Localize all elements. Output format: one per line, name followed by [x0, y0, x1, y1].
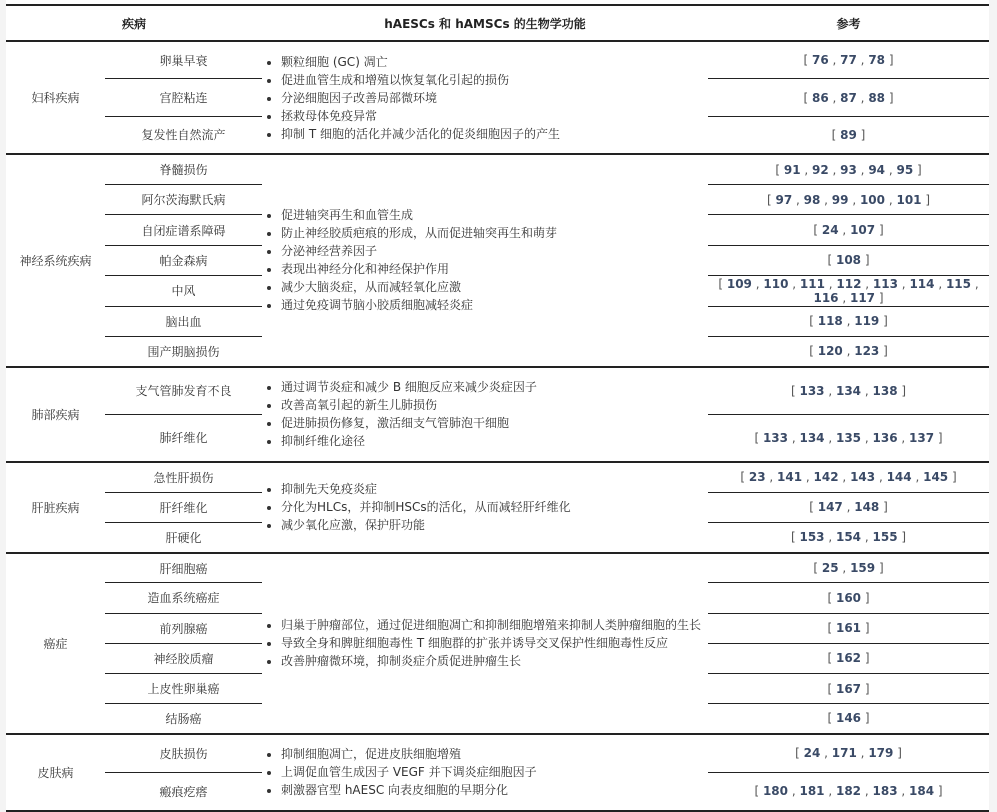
reference-cell	[708, 613, 989, 643]
ref-separator: ,	[800, 162, 812, 177]
reference-link[interactable]: 94	[868, 162, 886, 177]
function-list	[262, 378, 708, 450]
function-list	[262, 480, 708, 534]
reference-link[interactable]: 161	[835, 621, 862, 636]
bracket-close: ]	[861, 681, 870, 696]
bracket-close: ]	[861, 253, 870, 268]
reference-link[interactable]: 109	[726, 276, 752, 291]
disease-cell: 自闭症谱系障碍	[105, 215, 262, 245]
ref-separator: ,	[828, 53, 841, 68]
reference-link[interactable]: 88	[868, 90, 886, 105]
function-cell	[262, 154, 708, 367]
bracket-open: [	[740, 470, 749, 485]
disease-group	[6, 462, 989, 553]
reference-link[interactable]: 143	[850, 470, 876, 485]
function-item: • 抑制细胞凋亡，促进皮肤细胞增殖	[281, 745, 708, 763]
bracket-open: [	[827, 711, 836, 726]
reference-link[interactable]: 184	[909, 784, 935, 799]
bracket-open: [	[718, 276, 727, 291]
table-header	[6, 5, 989, 41]
bracket-close: ]	[934, 430, 943, 445]
ref-separator: ,	[838, 223, 851, 238]
bracket-open: [	[813, 223, 822, 238]
disease-group	[6, 41, 989, 154]
reference-link[interactable]: 145	[923, 470, 949, 485]
disease-cell: 造血系统癌症	[105, 583, 262, 613]
function-item: • 表现出神经分化和神经保护作用	[281, 260, 708, 278]
ref-separator: ,	[765, 470, 778, 485]
ref-separator: ,	[824, 430, 836, 445]
reference-link[interactable]: 114	[909, 276, 935, 291]
reference-link[interactable]: 95	[896, 162, 914, 177]
bracket-close: ]	[897, 383, 907, 398]
table-row	[6, 41, 989, 79]
bracket-open: [	[827, 681, 836, 696]
reference-link[interactable]: 87	[840, 90, 857, 105]
reference-link[interactable]: 155	[872, 530, 898, 545]
ref-separator: ,	[824, 276, 837, 291]
disease-cell: 支气管肺发育不良	[105, 367, 262, 415]
reference-link[interactable]: 78	[868, 53, 886, 68]
function-item: • 归巢于肿瘤部位，通过促进细胞凋亡和抑制细胞增殖来抑制人类肿瘤细胞的生长	[281, 616, 708, 634]
reference-cell	[708, 41, 989, 79]
bracket-open: [	[827, 253, 836, 268]
reference-link[interactable]: 112	[836, 276, 862, 291]
reference-link[interactable]: 76	[812, 53, 829, 68]
disease-cell: 前列腺癌	[105, 613, 262, 643]
function-item: • 减少大脑炎症，从而减轻氧化应激	[281, 278, 708, 296]
function-cell	[262, 462, 708, 553]
reference-link[interactable]: 92	[812, 162, 829, 177]
reference-link[interactable]: 162	[835, 651, 862, 666]
bracket-close: ]	[948, 470, 957, 485]
disease-cell: 帕金森病	[105, 245, 262, 275]
ref-separator: ,	[820, 192, 832, 207]
disease-group	[6, 154, 989, 367]
ref-separator: ,	[792, 192, 804, 207]
disease-cell: 脑出血	[105, 306, 262, 336]
reference-link[interactable]: 144	[886, 470, 912, 485]
reference-link[interactable]: 77	[840, 53, 857, 68]
header-function: hAESCs 和 hAMSCs 的生物学功能	[262, 5, 708, 41]
reference-link[interactable]: 23	[748, 470, 766, 485]
reference-link[interactable]: 123	[854, 344, 880, 359]
function-item: • 促进肺损伤修复，激活细支气管肺泡干细胞	[281, 414, 708, 432]
ref-separator: ,	[875, 470, 887, 485]
disease-cell: 上皮性卵巢癌	[105, 673, 262, 703]
reference-cell	[708, 704, 989, 734]
bracket-open: [	[803, 53, 812, 68]
bracket-close: ]	[885, 53, 894, 68]
reference-link[interactable]: 119	[854, 314, 880, 329]
reference-cell	[708, 673, 989, 703]
reference-cell	[708, 583, 989, 613]
ref-separator: ,	[861, 276, 873, 291]
reference-link[interactable]: 108	[835, 253, 862, 268]
bracket-close: ]	[934, 784, 943, 799]
function-list	[262, 206, 708, 314]
function-item: • 改善肿瘤微环境，抑制炎症介质促进肿瘤生长	[281, 652, 708, 670]
bracket-open: [	[754, 430, 763, 445]
ref-separator: ,	[848, 192, 860, 207]
bracket-open: [	[827, 590, 836, 605]
disease-group	[6, 553, 989, 734]
bracket-close: ]	[893, 746, 902, 761]
reference-cell	[708, 367, 989, 415]
reference-link[interactable]: 97	[775, 192, 793, 207]
function-item: • 改善高氧引起的新生儿肺损伤	[281, 396, 708, 414]
reference-link[interactable]: 120	[817, 344, 843, 359]
category-cell: 妇科疾病	[31, 91, 80, 106]
disease-cell: 肝纤维化	[105, 492, 262, 522]
bracket-open: [	[754, 784, 763, 799]
reference-link[interactable]: 147	[817, 500, 843, 515]
reference-link[interactable]: 134	[799, 430, 825, 445]
table-row	[6, 553, 989, 583]
category-cell: 肺部疾病	[31, 407, 80, 422]
reference-cell	[708, 245, 989, 275]
ref-separator: ,	[861, 430, 873, 445]
reference-cell	[708, 154, 989, 184]
reference-cell	[708, 276, 989, 306]
reference-link[interactable]: 171	[831, 746, 857, 761]
bracket-open: [	[809, 500, 818, 515]
reference-link[interactable]: 93	[840, 162, 857, 177]
reference-link[interactable]: 115	[945, 276, 972, 291]
bracket-open: [	[827, 621, 836, 636]
bracket-close: ]	[861, 651, 870, 666]
ref-separator: ,	[897, 276, 910, 291]
ref-separator: ,	[788, 784, 800, 799]
function-cell	[262, 367, 708, 462]
ref-separator: ,	[885, 192, 897, 207]
disease-cell: 神经胶质瘤	[105, 643, 262, 673]
reference-link[interactable]: 107	[850, 223, 876, 238]
function-item: • 分泌神经营养因子	[281, 242, 708, 260]
ref-separator: ,	[824, 383, 836, 398]
reference-link[interactable]: 100	[859, 192, 886, 207]
disease-group	[6, 367, 989, 462]
bracket-close: ]	[875, 223, 884, 238]
bracket-open: [	[831, 127, 841, 142]
reference-cell	[708, 772, 989, 811]
bracket-open: [	[809, 344, 818, 359]
bracket-close: ]	[879, 500, 888, 515]
function-item: • 上调促血管生成因子 VEGF 并下调炎症细胞因子	[281, 763, 708, 781]
table-row	[6, 367, 989, 415]
bracket-open: [	[790, 383, 800, 398]
reference-link[interactable]: 135	[835, 430, 862, 445]
category-cell: 肝脏疾病	[31, 500, 80, 515]
function-item: • 分化为HLCs，并抑制HSCs的活化，从而减轻肝纤维化	[281, 498, 708, 516]
function-item: • 抑制 T 细胞的活化并减少活化的促炎细胞因子的产生	[281, 125, 708, 143]
ref-separator: ,	[838, 290, 850, 305]
ref-separator: ,	[838, 470, 851, 485]
ref-separator: ,	[934, 276, 946, 291]
function-item: • 促进轴突再生和血管生成	[281, 206, 708, 224]
ref-separator: ,	[788, 430, 800, 445]
function-item: • 促进血管生成和增殖以恢复氧化引起的损伤	[281, 71, 708, 89]
function-item: • 拯救母体免疫异常	[281, 107, 708, 125]
ref-separator: ,	[802, 470, 814, 485]
function-cell	[262, 553, 708, 734]
reference-link[interactable]: 179	[868, 746, 894, 761]
disease-cell: 瘢痕疙瘩	[159, 784, 208, 799]
ref-separator: ,	[838, 561, 851, 576]
reference-link[interactable]: 25	[821, 561, 839, 576]
function-list	[262, 616, 708, 670]
ref-separator: ,	[842, 500, 855, 515]
disease-cell: 皮肤损伤	[105, 734, 262, 773]
reference-link[interactable]: 24	[821, 223, 839, 238]
reference-link[interactable]: 91	[783, 162, 801, 177]
ref-separator: ,	[828, 90, 841, 105]
disease-cell: 肝细胞癌	[105, 553, 262, 583]
function-item: • 抑制纤维化途径	[281, 432, 708, 450]
reference-link[interactable]: 154	[835, 530, 862, 545]
disease-cell: 肺纤维化	[159, 431, 208, 446]
bracket-close: ]	[913, 162, 922, 177]
disease-cell: 宫腔粘连	[105, 79, 262, 117]
function-item: • 通过调节炎症和减少 B 细胞反应来减少炎症因子	[281, 378, 708, 396]
reference-link[interactable]: 180	[762, 784, 789, 799]
category-cell: 皮肤病	[37, 765, 74, 780]
reference-cell	[708, 462, 989, 492]
ref-separator: ,	[824, 784, 836, 799]
disease-cell: 卵巢早衰	[105, 41, 262, 79]
disease-cell: 阿尔茨海默氏病	[105, 184, 262, 214]
bracket-open: [	[766, 192, 776, 207]
bracket-open: [	[795, 746, 804, 761]
reference-cell	[708, 553, 989, 583]
bracket-close: ]	[861, 621, 870, 636]
disease-cell: 中风	[105, 276, 262, 306]
table-row	[6, 154, 989, 184]
reference-cell	[708, 336, 989, 366]
bracket-close: ]	[856, 127, 866, 142]
disease-function-table	[6, 4, 989, 812]
reference-link[interactable]: 148	[854, 500, 880, 515]
ref-separator: ,	[861, 530, 873, 545]
ref-separator: ,	[897, 430, 910, 445]
function-cell	[262, 41, 708, 154]
ref-separator: ,	[856, 53, 869, 68]
function-item: • 抑制先天免疫炎症	[281, 480, 708, 498]
reference-link[interactable]: 138	[872, 383, 898, 398]
ref-separator: ,	[842, 314, 855, 329]
ref-separator: ,	[861, 383, 873, 398]
disease-cell: 肝硬化	[165, 530, 202, 545]
disease-cell: 结肠癌	[165, 711, 202, 726]
reference-link[interactable]: 133	[762, 430, 789, 445]
function-item: • 导致全身和脾脏细胞毒性 T 细胞群的扩张并诱导交叉保护性细胞毒性反应	[281, 634, 708, 652]
reference-link[interactable]: 110	[763, 276, 789, 291]
reference-cell	[708, 184, 989, 214]
reference-link[interactable]: 159	[850, 561, 876, 576]
disease-group	[6, 734, 989, 811]
reference-link[interactable]: 101	[896, 192, 922, 207]
reference-link[interactable]: 183	[872, 784, 898, 799]
function-item: • 刺激器官型 hAESC 向表皮细胞的早期分化	[281, 781, 708, 799]
category-cell: 癌症	[43, 636, 68, 651]
function-list	[262, 745, 708, 799]
reference-link[interactable]: 136	[872, 430, 898, 445]
reference-cell	[708, 306, 989, 336]
bracket-close: ]	[879, 344, 888, 359]
ref-separator: ,	[885, 162, 897, 177]
function-item: • 减少氧化应激，保护肝功能	[281, 516, 708, 534]
reference-link[interactable]: 142	[813, 470, 839, 485]
reference-link[interactable]: 153	[799, 530, 825, 545]
function-item: • 颗粒细胞 (GC) 凋亡	[281, 53, 708, 71]
ref-separator: ,	[828, 162, 841, 177]
bracket-close: ]	[875, 290, 884, 305]
reference-cell	[708, 734, 989, 773]
reference-link[interactable]: 111	[799, 276, 825, 291]
ref-separator: ,	[971, 276, 979, 291]
reference-cell	[708, 215, 989, 245]
reference-link[interactable]: 141	[777, 470, 803, 485]
table-row	[6, 734, 989, 773]
bracket-close: ]	[861, 590, 870, 605]
function-item: • 通过免疫调节脑小胶质细胞减轻炎症	[281, 296, 708, 314]
ref-separator: ,	[820, 746, 832, 761]
bracket-close: ]	[879, 314, 888, 329]
reference-link[interactable]: 99	[831, 192, 849, 207]
function-cell	[262, 734, 708, 811]
reference-link[interactable]: 86	[812, 90, 829, 105]
bracket-open: [	[827, 651, 836, 666]
function-list	[262, 53, 708, 143]
reference-cell	[708, 643, 989, 673]
reference-link[interactable]: 167	[835, 681, 862, 696]
reference-cell	[708, 79, 989, 117]
bracket-open: [	[813, 561, 822, 576]
disease-cell: 急性肝损伤	[105, 462, 262, 492]
ref-separator: ,	[897, 784, 910, 799]
disease-cell: 围产期脑损伤	[147, 344, 220, 359]
reference-link[interactable]: 113	[872, 276, 898, 291]
bracket-close: ]	[875, 561, 884, 576]
bracket-close: ]	[885, 90, 894, 105]
ref-separator: ,	[861, 784, 873, 799]
bracket-open: [	[803, 90, 812, 105]
ref-separator: ,	[856, 746, 869, 761]
reference-link[interactable]: 181	[799, 784, 825, 799]
bracket-open: [	[790, 530, 800, 545]
reference-cell	[708, 492, 989, 522]
header-disease: 疾病	[6, 5, 262, 41]
ref-separator: ,	[788, 276, 800, 291]
bracket-open: [	[809, 314, 818, 329]
bracket-close: ]	[897, 530, 907, 545]
ref-separator: ,	[842, 344, 855, 359]
reference-cell	[708, 116, 989, 154]
ref-separator: ,	[856, 162, 869, 177]
reference-link[interactable]: 133	[799, 383, 825, 398]
ref-separator: ,	[751, 276, 764, 291]
reference-link[interactable]: 146	[835, 711, 862, 726]
reference-link[interactable]: 182	[835, 784, 862, 799]
function-item: • 分泌细胞因子改善局部微环境	[281, 89, 708, 107]
reference-link[interactable]: 137	[909, 430, 935, 445]
bracket-open: [	[775, 162, 784, 177]
reference-link[interactable]: 117	[849, 290, 876, 305]
reference-link[interactable]: 24	[803, 746, 821, 761]
reference-cell	[708, 414, 989, 462]
ref-separator: ,	[911, 470, 924, 485]
reference-cell	[708, 522, 989, 552]
function-item: • 防止神经胶质疤痕的形成，从而促进轴突再生和萌芽	[281, 224, 708, 242]
ref-separator: ,	[824, 530, 836, 545]
reference-link[interactable]: 98	[803, 192, 821, 207]
reference-link[interactable]: 89	[840, 127, 857, 142]
bracket-close: ]	[861, 711, 870, 726]
disease-cell: 脊髓损伤	[105, 154, 262, 184]
category-cell: 神经系统疾病	[19, 253, 92, 268]
table-row	[6, 462, 989, 492]
reference-link[interactable]: 116	[813, 290, 839, 305]
disease-cell: 复发性自然流产	[141, 128, 226, 143]
reference-link[interactable]: 134	[835, 383, 862, 398]
ref-separator: ,	[856, 90, 869, 105]
bracket-close: ]	[921, 192, 931, 207]
reference-link[interactable]: 160	[835, 590, 862, 605]
header-reference: 参考	[708, 5, 989, 41]
reference-link[interactable]: 118	[817, 314, 843, 329]
